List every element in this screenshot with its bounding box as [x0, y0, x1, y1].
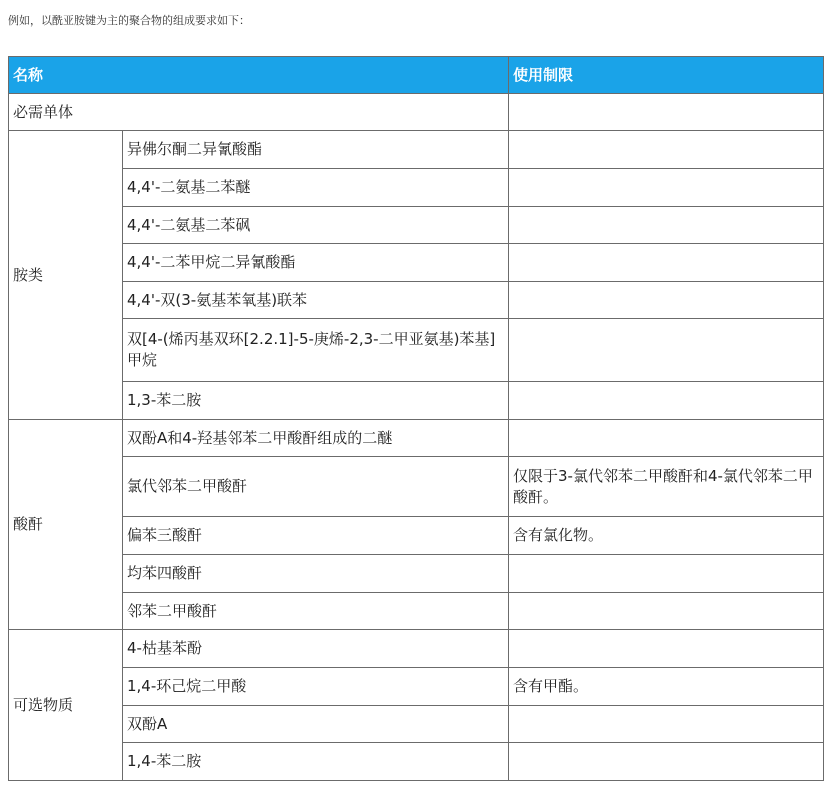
table-header-row — [9, 57, 824, 94]
header-name: 名称 — [9, 57, 509, 94]
category-optional: 可选物质 — [9, 630, 123, 781]
limit-cell: 仅限于3-氯代邻苯二甲酸酐和4-氯代邻苯二甲酸酐。 — [509, 457, 824, 517]
category-amines: 胺类 — [9, 131, 123, 420]
limit-cell — [509, 382, 824, 420]
table-row — [9, 630, 824, 668]
limit-cell — [509, 319, 824, 382]
limit-cell — [509, 207, 824, 244]
table-row — [9, 131, 824, 169]
substance-name: 4-枯基苯酚 — [123, 630, 509, 668]
substance-name: 偏苯三酸酐 — [123, 517, 509, 555]
required-monomer-label: 必需单体 — [9, 94, 509, 131]
substance-name: 4,4'-二苯甲烷二异氰酸酯 — [123, 244, 509, 282]
substance-name: 氯代邻苯二甲酸酐 — [123, 457, 509, 517]
intro-text: 例如，以酰亚胺键为主的聚合物的组成要求如下： — [8, 14, 250, 27]
limit-cell — [509, 593, 824, 630]
limit-cell — [509, 420, 824, 457]
substance-name: 1,4-苯二胺 — [123, 743, 509, 781]
table-row — [9, 282, 824, 319]
limit-cell: 含有氯化物。 — [509, 517, 824, 555]
substance-name: 4,4'-二氨基二苯砜 — [123, 207, 509, 244]
limit-cell — [509, 706, 824, 743]
table-row — [9, 555, 824, 593]
substance-name: 双酚A — [123, 706, 509, 743]
table-row — [9, 593, 824, 630]
limit-cell — [509, 94, 824, 131]
limit-cell — [509, 743, 824, 781]
table-row — [9, 420, 824, 457]
table-row — [9, 382, 824, 420]
limit-cell — [509, 244, 824, 282]
table-row — [9, 706, 824, 743]
table-row — [9, 743, 824, 781]
limit-cell: 含有甲酯。 — [509, 668, 824, 706]
table-row — [9, 169, 824, 207]
limit-cell — [509, 555, 824, 593]
substance-name: 4,4'-二氨基二苯醚 — [123, 169, 509, 207]
limit-cell — [509, 630, 824, 668]
composition-table — [8, 56, 824, 781]
header-limit: 使用制限 — [509, 57, 824, 94]
table-row — [9, 668, 824, 706]
limit-cell — [509, 131, 824, 169]
table-row — [9, 457, 824, 517]
table-row — [9, 517, 824, 555]
substance-name: 双[4-(烯丙基双环[2.2.1]-5-庚烯-2,3-二甲亚氨基)苯基]甲烷 — [123, 319, 509, 382]
substance-name: 双酚A和4-羟基邻苯二甲酸酐组成的二醚 — [123, 420, 509, 457]
substance-name: 1,4-环己烷二甲酸 — [123, 668, 509, 706]
substance-name: 异佛尔酮二异氰酸酯 — [123, 131, 509, 169]
limit-cell — [509, 169, 824, 207]
table-row — [9, 94, 824, 131]
table-row — [9, 207, 824, 244]
category-anhydrides: 酸酐 — [9, 420, 123, 630]
substance-name: 邻苯二甲酸酐 — [123, 593, 509, 630]
substance-name: 1,3-苯二胺 — [123, 382, 509, 420]
limit-cell — [509, 282, 824, 319]
table-row — [9, 244, 824, 282]
substance-name: 4,4'-双(3-氨基苯氧基)联苯 — [123, 282, 509, 319]
table-row — [9, 319, 824, 382]
substance-name: 均苯四酸酐 — [123, 555, 509, 593]
